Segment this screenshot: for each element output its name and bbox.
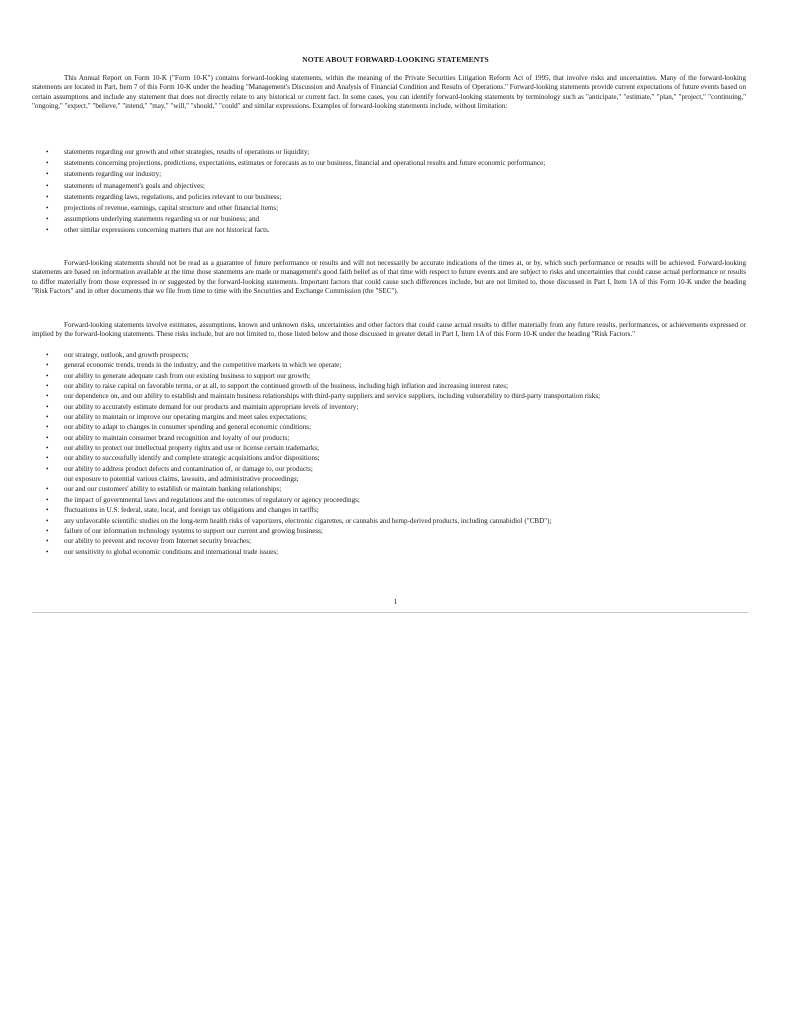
list-item (32, 382, 746, 392)
guarantee-paragraph: Forward-looking statements should not be read as a guarantee of future performance or results and will not necessarily be accurate indications of the times at, or by, which such performance or results will be achieved. Forward-looking statements are based on information available at the time those statements are made or management's good faith belief as of that time with respect to future events and are subject to risks and uncertainties that could cause actual performance or results to differ materially from those expressed in or suggested by the forward-looking statements. Important factors that could cause such differences include, but are not limited to, those discussed in Part I, Item 1A of this Form 10-K under the heading "Risk Factors" and in other documents that we file from time to time with the Securities and Exchange Commission (the "SEC"). (32, 259, 746, 295)
bullet-icon: • (46, 526, 49, 535)
list-item (32, 423, 746, 433)
bullet-icon: • (46, 351, 49, 359)
bullet-icon: • (46, 454, 49, 463)
bullet-icon: • (46, 485, 49, 494)
list-item-text: statements regarding our industry; (64, 170, 162, 179)
list-item (32, 434, 746, 444)
list-item-text: failure of our information technology systems to support our current and growing business; (64, 526, 323, 535)
bullet-icon: • (46, 444, 49, 453)
list-item (32, 403, 746, 413)
list-item (32, 537, 746, 547)
bullet-icon: • (46, 392, 49, 401)
bullet-icon: • (46, 516, 49, 525)
bullet-icon: • (46, 181, 49, 190)
list-item (32, 372, 746, 382)
list-item-text: our ability to prevent and recover from Internet security breaches; (64, 537, 251, 546)
list-item (32, 413, 746, 423)
list-item (32, 351, 746, 361)
list-item (32, 517, 746, 527)
list-item-text: general economic trends, trends in the industry, and the competitive markets in which we operate; (64, 361, 342, 370)
list-item-text: our strategy, outlook, and growth prospects; (64, 351, 189, 359)
list-item-text: our ability to maintain or improve our operating margins and meet sales expectations; (64, 413, 307, 422)
bullet-icon: • (46, 402, 49, 411)
list-item (32, 465, 746, 475)
list-item (32, 506, 746, 516)
bullet-icon: • (46, 170, 49, 179)
list-item-text: our ability to maintain consumer brand recognition and loyalty of our products; (64, 433, 290, 442)
bullet-icon: • (46, 148, 49, 156)
bullet-icon: • (46, 159, 49, 168)
risks-paragraph: Forward-looking statements involve estimates, assumptions, known and unknown risks, uncertainties and other factors that could cause actual results to differ materially from any future results, performances, or achievements expressed or implied by the forward-looking statements. These risks include, but are not limited to, those listed below and those discussed in greater detail in Part I, Item 1A of this Form 10-K under the heading "Risk Factors." (32, 321, 746, 339)
intro-paragraph: This Annual Report on Form 10-K ("Form 10-K") contains forward-looking statements, within the meaning of the Private Securities Litigation Reform Act of 1995, that involve risks and uncertainties. Many of the forward-looking statements are located in Part, Item 7 of this Form 10-K under the heading "Management's Discussion and Analysis of Financial Condition and Results of Operations." Forward-looking statements provide current expectations of future events based on certain assumptions and include any statement that does not directly relate to any historical or current fact. In some cases, you can identify forward-looking statements by terminology such as "anticipate," "estimate," "plan," "project," "continuing," "ongoing," "expect," "believe," "intend," "may," "will," "should," "could" and similar expressions. Examples of forward-looking statements include, without limitation: (32, 74, 746, 110)
list-item (32, 475, 746, 485)
list-item-text: our dependence on, and our ability to establish and maintain business relationships with third-party suppliers and service suppliers, including vulnerability to third-party transportation risks; (64, 392, 601, 401)
list-item-text: the impact of governmental laws and regulations and the outcomes of regulatory or agency proceedings; (64, 495, 360, 504)
bullet-icon: • (46, 413, 49, 422)
list-item (32, 527, 746, 537)
list-item (32, 204, 746, 215)
list-item-text: our ability to generate adequate cash from our existing business to support our growth; (64, 371, 311, 380)
bullet-icon: • (46, 506, 49, 515)
list-item-text: other similar expressions concerning matters that are not historical facts. (64, 226, 270, 235)
list-item-text: our ability to raise capital on favorable terms, or at all, to support the continued growth of the business, including high inflation and increasing interest rates; (64, 382, 509, 391)
bullet-icon: • (46, 371, 49, 380)
bullet-icon: • (46, 203, 49, 212)
risks-list (32, 351, 746, 558)
page-title: NOTE ABOUT FORWARD-LOOKING STATEMENTS (302, 55, 489, 64)
list-item-text: any unfavorable scientific studies on the long-term health risks of vaporizers, electronic cigarettes, or cannabis and hemp-derived products, including cannabidiol ("CBD"); (64, 516, 552, 525)
list-item-text: our ability to adapt to changes in consumer spending and general economic conditions; (64, 423, 312, 432)
list-item (32, 496, 746, 506)
bullet-icon: • (46, 495, 49, 504)
list-item-text: projections of revenue, earnings, capital structure and other financial items; (64, 203, 279, 212)
list-item-text: our sensitivity to global economic conditions and international trade issues; (64, 547, 279, 556)
list-item-text: statements regarding our growth and other strategies, results of operations or liquidity; (64, 148, 310, 156)
list-item (32, 361, 746, 371)
list-item-text: our ability to protect our intellectual property rights and use or license certain trademarks; (64, 444, 320, 453)
bullet-icon: • (46, 547, 49, 556)
examples-list (32, 148, 746, 238)
list-item (32, 226, 746, 237)
list-item-text: assumptions underlying statements regarding us or our business; and (64, 215, 260, 224)
bullet-icon: • (46, 215, 49, 224)
list-item (32, 392, 746, 402)
list-item (32, 159, 746, 170)
list-item (32, 193, 746, 204)
list-item-text: our ability to address product defects and contamination of, or damage to, our products; (64, 464, 313, 473)
page-divider (32, 612, 748, 613)
bullet-icon: • (46, 423, 49, 432)
list-item (32, 182, 746, 193)
list-item-text: fluctuations in U.S. federal, state, local, and foreign tax obligations and changes in tariffs; (64, 506, 319, 515)
list-item (32, 148, 746, 159)
bullet-icon: • (46, 537, 49, 546)
bullet-icon: • (46, 382, 49, 391)
list-item (32, 485, 746, 495)
list-item (32, 170, 746, 181)
list-item (32, 215, 746, 226)
bullet-icon: • (46, 192, 49, 201)
bullet-icon: • (46, 464, 49, 473)
list-item-text: statements concerning projections, predictions, expectations, estimates or forecasts as to our business, financial and operational results and future economic performance; (64, 159, 546, 168)
list-item-text: our ability to successfully identify and complete strategic acquisitions and/or dispositions; (64, 454, 320, 463)
list-item (32, 444, 746, 454)
list-item-text: our exposure to potential various claims, lawsuits, and administrative proceedings; (64, 475, 299, 484)
bullet-icon: • (46, 361, 49, 370)
list-item (32, 548, 746, 558)
bullet-icon: • (46, 226, 49, 235)
bullet-icon: • (46, 433, 49, 442)
list-item-text: our ability to accurately estimate demand for our products and maintain appropriate levels of inventory; (64, 402, 359, 411)
list-item-text: our and our customers' ability to establish or maintain banking relationships; (64, 485, 282, 494)
list-item-text: statements of management's goals and objectives; (64, 181, 205, 190)
list-item (32, 454, 746, 464)
page-number: 1 (393, 597, 398, 606)
list-item-text: statements regarding laws, regulations, and policies relevant to our business; (64, 192, 282, 201)
